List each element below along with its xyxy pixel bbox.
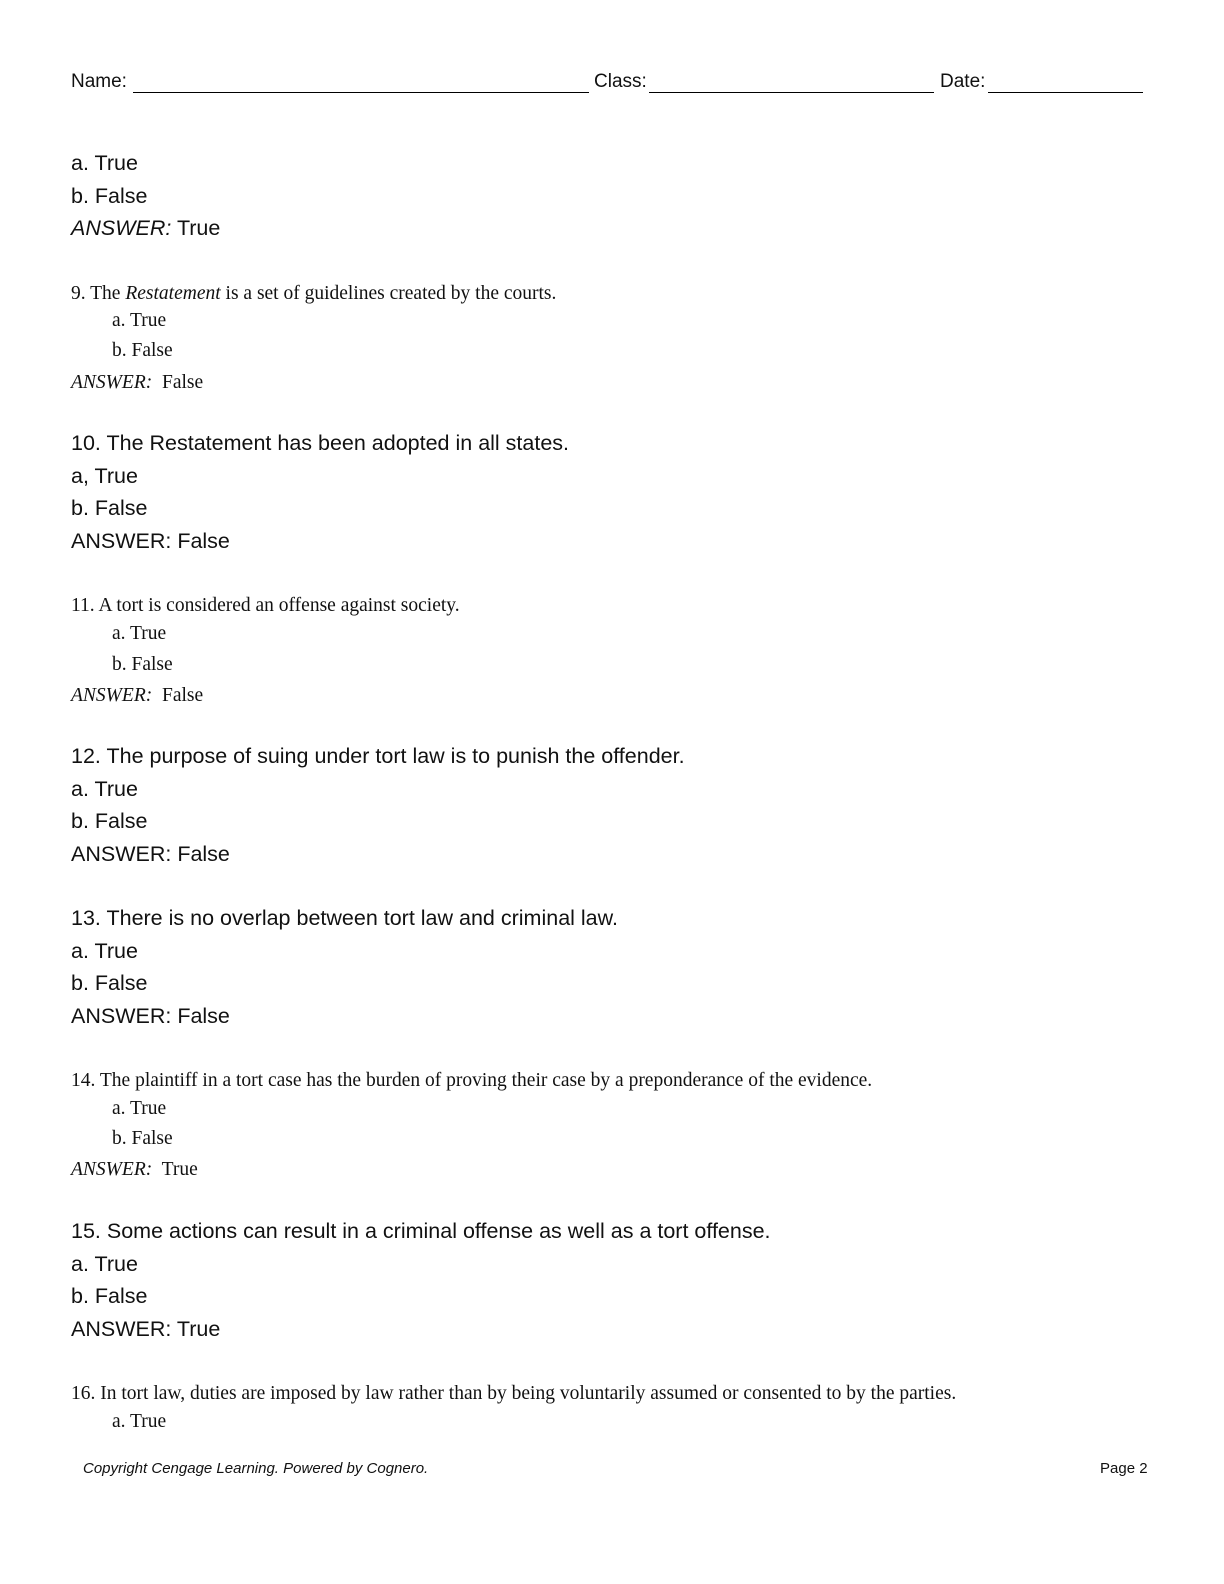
question-text: 15. Some actions can result in a criminal offense as well as a tort offense. bbox=[71, 1219, 771, 1243]
answer bbox=[71, 371, 203, 395]
answer: ANSWER: True bbox=[71, 1317, 221, 1341]
option-b: b. False bbox=[112, 1128, 173, 1149]
answer bbox=[71, 1158, 198, 1182]
question-text: 10. The Restatement has been adopted in all states. bbox=[71, 431, 570, 455]
option-a: a. True bbox=[71, 939, 138, 963]
option-b: b. False bbox=[112, 654, 173, 675]
class-label: Class: bbox=[594, 71, 647, 92]
option-a: a, True bbox=[71, 464, 138, 488]
answer-label: ANSWER: bbox=[71, 216, 172, 240]
question-text: 11. A tort is considered an offense against society. bbox=[71, 595, 460, 616]
option-b: b. False bbox=[71, 971, 148, 995]
question-text: 16. In tort law, duties are imposed by law rather than by being voluntarily assumed or consented to by the parties. bbox=[71, 1383, 957, 1404]
option-a: a. True bbox=[71, 151, 138, 175]
name-field[interactable] bbox=[133, 92, 589, 93]
answer-label: ANSWER: bbox=[71, 1159, 153, 1180]
option-a: a. True bbox=[112, 1411, 167, 1432]
option-a: a. True bbox=[112, 310, 167, 331]
option-a: a. True bbox=[71, 1252, 138, 1276]
option-b: b. False bbox=[71, 184, 148, 208]
date-label: Date: bbox=[940, 71, 986, 92]
answer: ANSWER: False bbox=[71, 842, 230, 866]
answer bbox=[71, 684, 203, 708]
page-number: Page 2 bbox=[1100, 1460, 1148, 1477]
answer: ANSWER: False bbox=[71, 1004, 230, 1028]
question-text: 12. The purpose of suing under tort law is to punish the offender. bbox=[71, 744, 685, 768]
name-label: Name: bbox=[71, 71, 127, 92]
question-text: 14. The plaintiff in a tort case has the burden of proving their case by a preponderance of the evidence. bbox=[71, 1070, 873, 1091]
answer-label: ANSWER: bbox=[71, 372, 153, 393]
worksheet-header bbox=[71, 70, 1143, 96]
answer-value: True bbox=[176, 216, 221, 240]
option-a: a. True bbox=[112, 623, 167, 644]
date-field[interactable] bbox=[988, 92, 1143, 93]
answer-label: ANSWER: bbox=[71, 685, 153, 706]
option-b: b. False bbox=[112, 340, 173, 361]
answer-value: True bbox=[161, 1159, 198, 1180]
answer-value: False bbox=[161, 685, 204, 706]
option-a: a. True bbox=[71, 777, 138, 801]
question-text: 9. The Restatement is a set of guidelines created by the courts. bbox=[71, 283, 557, 304]
answer bbox=[71, 215, 220, 241]
restatement-title: Restatement bbox=[125, 283, 221, 304]
option-b: b. False bbox=[71, 1284, 148, 1308]
option-b: b. False bbox=[71, 496, 148, 520]
answer-value: False bbox=[161, 372, 204, 393]
question-text: 13. There is no overlap between tort law and criminal law. bbox=[71, 906, 618, 930]
class-field[interactable] bbox=[649, 92, 934, 93]
option-a: a. True bbox=[112, 1098, 167, 1119]
option-b: b. False bbox=[71, 809, 148, 833]
answer: ANSWER: False bbox=[71, 529, 230, 553]
copyright-notice: Copyright Cengage Learning. Powered by Cognero. bbox=[83, 1460, 429, 1477]
